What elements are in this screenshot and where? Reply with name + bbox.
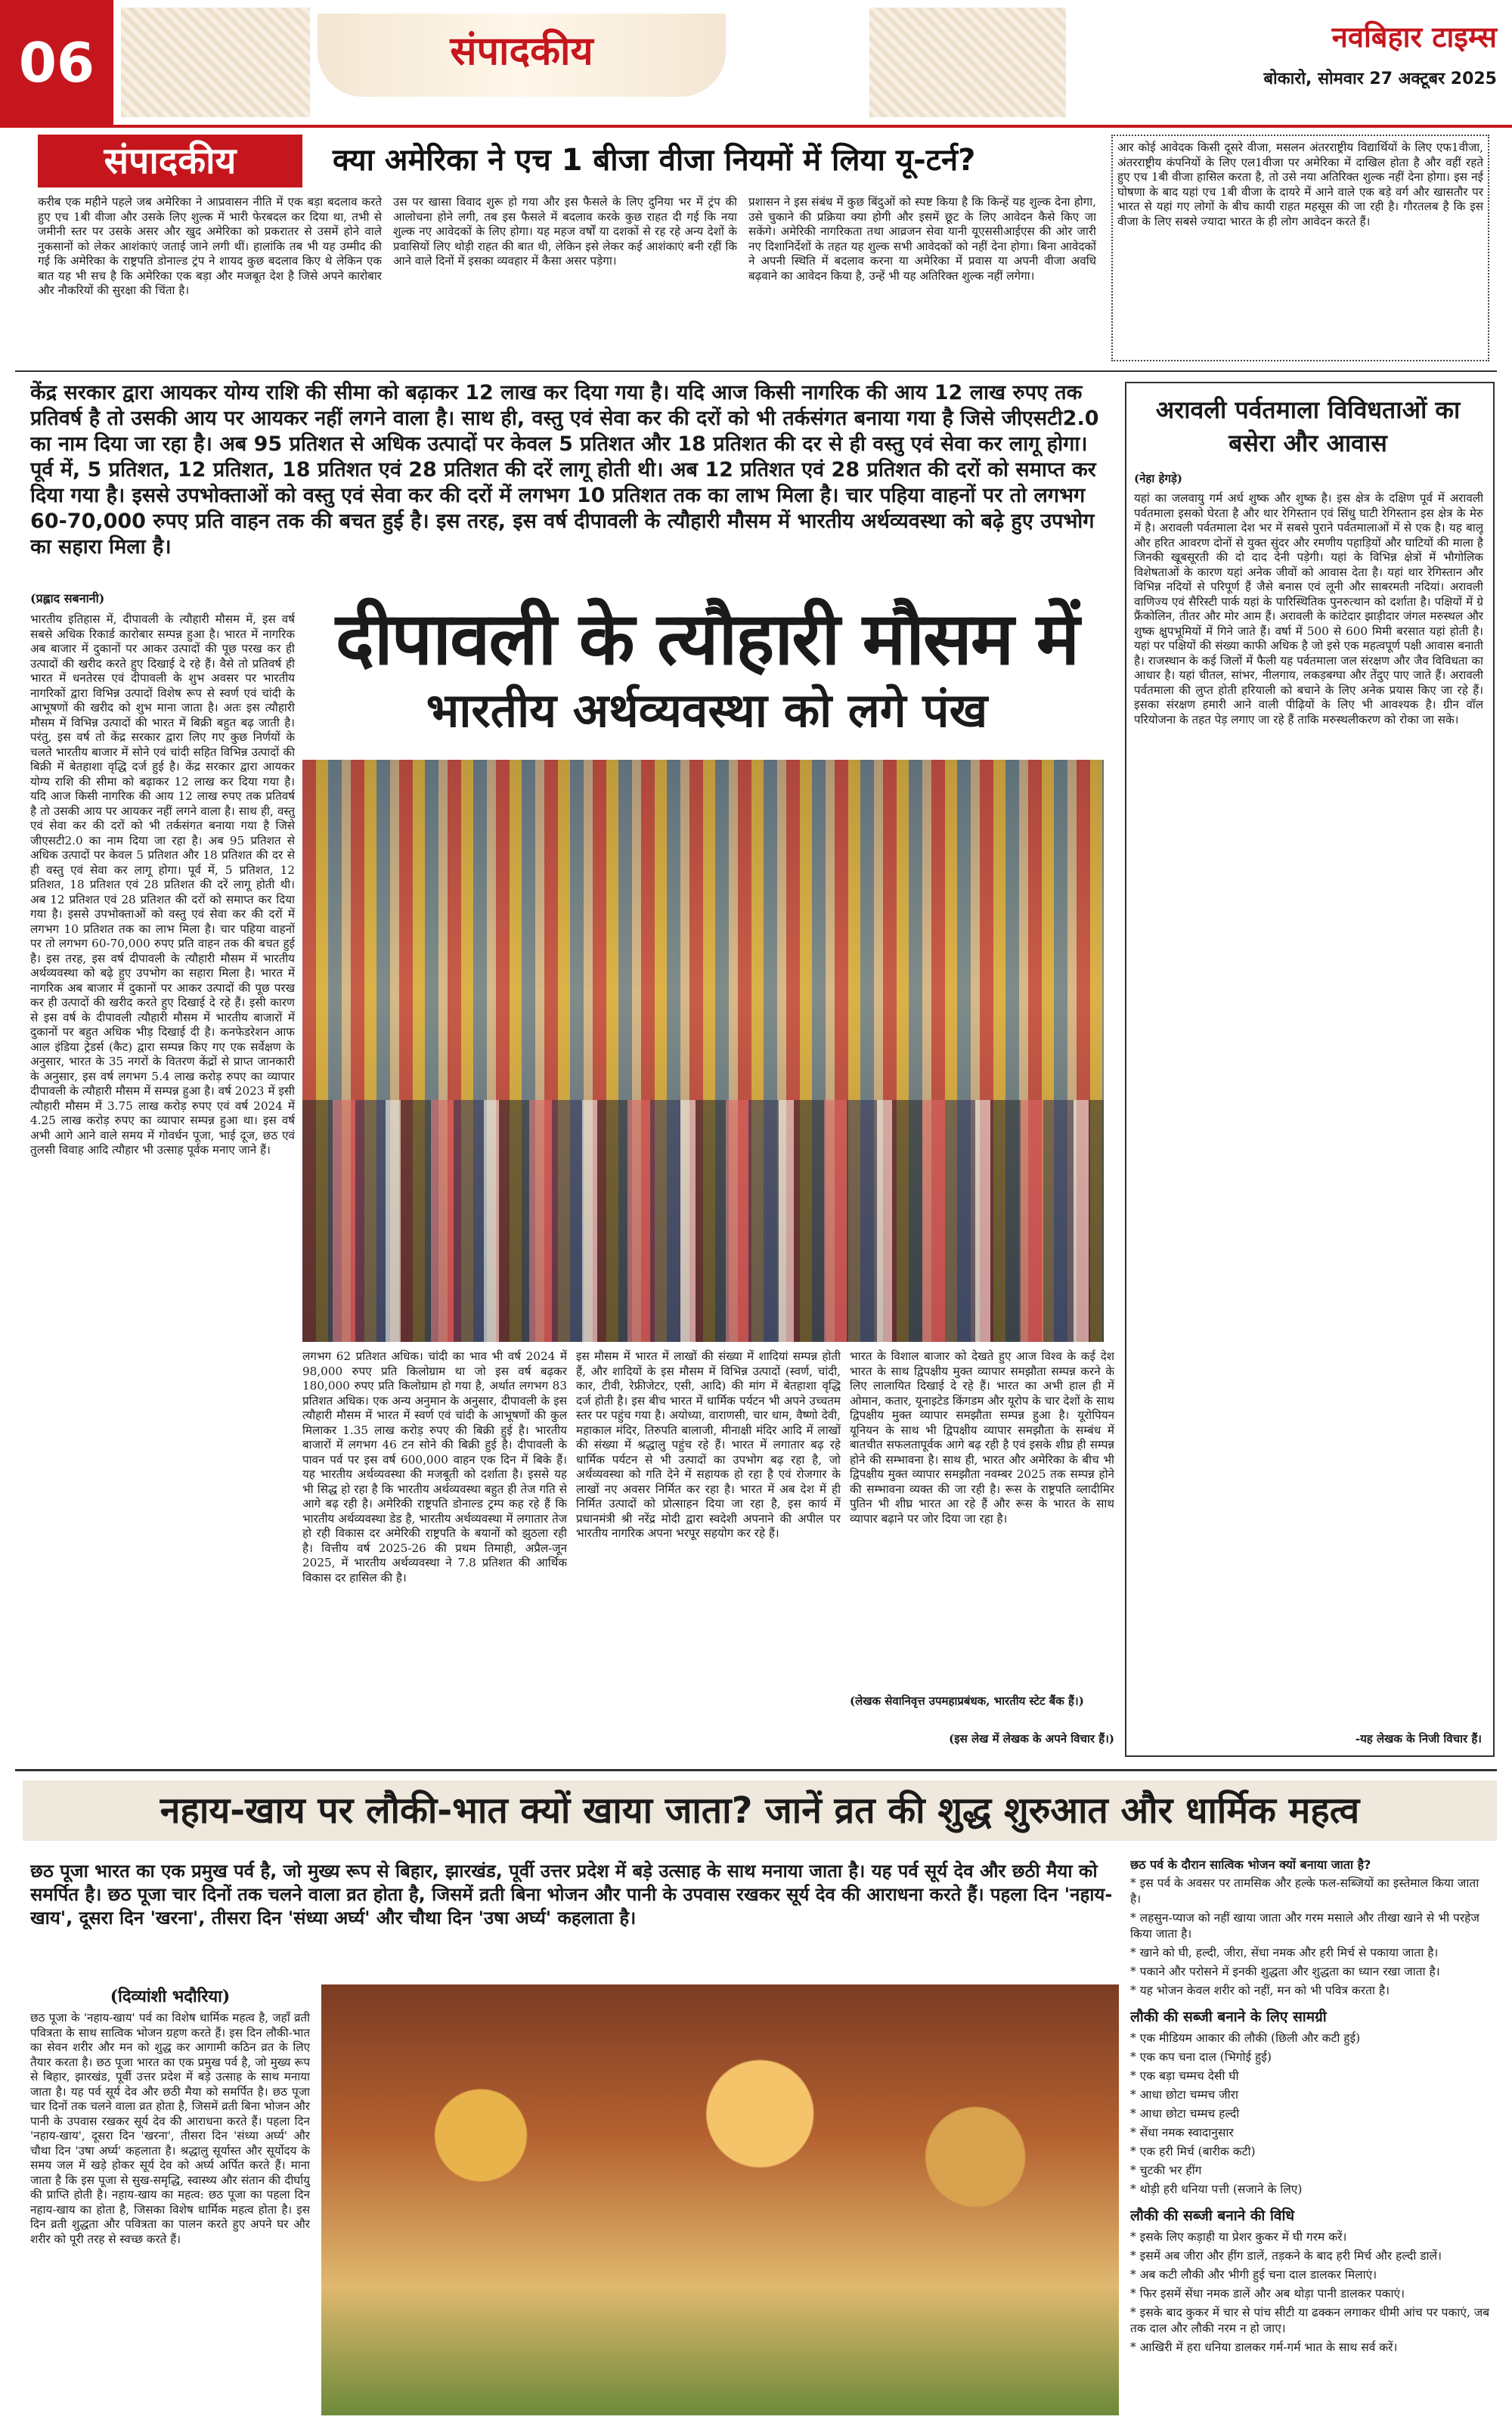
feature-byline: (प्रह्लाद सबनानी) (30, 591, 105, 606)
sidebar-body: यहां का जलवायु गर्म अर्ध शुष्क और शुष्क है। इस क्षेत्र के दक्षिण पूर्व में अरावली पर्वतमाला इसको घेरता है और थार रेगिस्तान एवं सिंधु घाटी रेगिस्तान इस क्षेत्र के मेरु में है। अरावली पर्वतमाला देश भर में सबसे पुराने पर्वतमालाओं में से एक है। यह बालू और हरित आवरण दोनों से युक्त सुंदर और रमणीय पहाड़ियों और घाटियों की माला है जिनकी खूबसूरती की दो दाद देनी पड़ेगी। यहां के विभिन्न क्षेत्रों में भौगोलिक विशेषताओं के कारण यहां अनेक जीवों को आवास देता है। यहां थार रेगिस्तान और विभिन्न नदियों से परिपूर्ण हैं जैसे बनास एवं लूनी और साबरमती नदियां। अरावली वाणिज्य एवं सैरिस्टी पार्क यहां के पारिस्थितिक पुनरुत्थान को दर्शाता है। पक्षियों में ग्रे फ्रैंकोलिन, तीतर और मोर आम हैं। अरावली के कांटेदार झाड़ीदार जंगल मरुस्थल और शुष्क क्षुपभूमियों में गिने जाते हैं। वर्षा में 500 से 600 मिमी बरसात यहां होती है। यहां पर पक्षियों की संख्या काफी अधिक है जो इसे एक महत्वपूर्ण पक्षी आवास बनाती है। राजस्थान के कई जिलों में फैली यह पर्वतमाला जल संरक्षण और जैव विविधता का आधार है। यहां चीतल, सांभर, नीलगाय, लकड़बग्घा और तेंदुए पाए जाते हैं। अरावली पर्वतमाला की लुप्त होती हरियाली को बचाने के लिए अनेक प्रयास किए जा रहे हैं। इसका संरक्षण हमारी आने वाली पीढ़ियों के लिए भी आवश्यक है। ग्रीन वॉल परियोजना के तहत पेड़ लगाए जा रहे हैं ताकि मरुस्थलीकरण को रोका जा सके। (1134, 491, 1483, 727)
list-item: * इस पर्व के अवसर पर तामसिक और हल्के फल-सब्जियों का इस्तेमाल किया जाता है। (1130, 1876, 1479, 1906)
list-item: * एक कप चना दाल (भिगोई हुई) (1130, 2050, 1272, 2064)
bottom-headline: नहाय-खाय पर लौकी-भात क्यों खाया जाता? जानें व्रत की शुद्ध शुरुआत और धार्मिक महत्व (23, 1780, 1497, 1841)
method-heading: लौकी की सब्जी बनाने की विधि (1130, 2207, 1295, 2224)
feature-disclaimer: (इस लेख में लेखक के अपने विचार हैं।) (949, 1732, 1114, 1746)
chhath-food-photo (321, 1984, 1119, 2415)
recipe-column (1130, 1856, 1493, 2423)
method-list (1130, 2229, 1493, 2356)
list-item: * चुटकी भर हींग (1130, 2164, 1202, 2177)
bottom-byline: (दिव्यांशी भदौरिया) (110, 1987, 231, 2006)
sidebar-title: अरावली पर्वतमाला विविधताओं का बसेरा और आवास (1155, 395, 1461, 457)
editorial-tag: संपादकीय (38, 135, 302, 187)
list-item: * अब कटी लौकी और भीगी हुई चना दाल डालकर मिलाएं। (1130, 2268, 1377, 2282)
list-item: * यह भोजन केवल शरीर को नहीं, मन को भी पवित्र करता है। (1130, 1984, 1390, 1997)
feature-headline-line2: भारतीय अर्थव्यवस्था को लगे पंख (426, 683, 988, 738)
header-artwork-right (869, 8, 1066, 117)
list-item: * सेंधा नमक स्वादानुसार (1130, 2126, 1234, 2139)
sidebar-note: -यह लेखक के निजी विचार हैं। (1355, 1732, 1482, 1746)
ingredients-heading: लौकी की सब्जी बनाने के लिए सामग्री (1130, 2009, 1327, 2025)
list-item: * एक मीडियम आकार की लौकी (छिली और कटी हुई) (1130, 2031, 1361, 2045)
section-title: संपादकीय (450, 29, 593, 74)
list-item: * लहसुन-प्याज को नहीं खाया जाता और गरम मसाले और तीखा खाने से भी परहेज किया जाता है। (1130, 1911, 1479, 1941)
bottom-column-1: छठ पूजा के 'नहाय-खाय' पर्व का विशेष धार्मिक महत्व है, जहाँ व्रती पवित्रता के साथ सात्विक भोजन ग्रहण करते हैं। इस दिन लौकी-भात का सेवन शरीर और मन को शुद्ध कर आगामी कठिन व्रत के लिए तैयार करता है। छठ पूजा भारत का एक प्रमुख पर्व है, जो मुख्य रूप से बिहार, झारखंड, पूर्वी उत्तर प्रदेश में बड़े उत्साह के साथ मनाया जाता है। यह पर्व सूर्य देव और छठी मैया को समर्पित है। छठ पूजा चार दिनों तक चलने वाला व्रत होता है, जिसमें व्रती बिना भोजन और पानी के उपवास रखकर सूर्य देव की आराधना करते हैं। पहला दिन 'नहाय-खाय', दूसरा दिन 'खरना', तीसरा दिन 'संध्या अर्घ्य' और चौथा दिन 'उषा अर्घ्य' कहलाता है। श्रद्धालु सूर्यास्त और सूर्योदय के समय जल में खड़े होकर सूर्य देव को अर्घ्य अर्पित करते हैं। माना जाता है कि इस पूजा से सुख-समृद्धि, स्वास्थ्य और संतान की दीर्घायु की प्राप्ति होती है। नहाय-खाय का महत्व: छठ पूजा का पहला दिन नहाय-खाय का होता है, जिसका विशेष धार्मिक महत्व होता है। इस दिन व्रती शुद्धता और पवित्रता का पालन करते हुए अपने घर और शरीर को पूरी तरह से स्वच्छ करते हैं। (30, 2011, 310, 2246)
list-item: * आखिरी में हरा धनिया डालकर गर्म-गर्म भात के साथ सर्व करें। (1130, 2341, 1398, 2354)
dateline: बोकारो, सोमवार 27 अक्टूबर 2025 (1263, 70, 1497, 88)
crowd-figure (302, 1100, 1104, 1342)
list-item: * खाने को घी, हल्दी, जीरा, सेंधा नमक और हरी मिर्च से पकाया जाता है। (1130, 1946, 1439, 1960)
feature-author-note: (लेखक सेवानिवृत्त उपमहाप्रबंधक, भारतीय स्टेट बैंक हैं।) (850, 1694, 1084, 1708)
list-item: * आधा छोटा चम्मच जीरा (1130, 2088, 1239, 2102)
editorial-column-2: उस पर खासा विवाद शुरू हो गया और इस फैसले के लिए दुनिया भर में ट्रंप की आलोचना होने लगी, तब इस फैसले में बदलाव करके कुछ राहत दी गई कि नया शुल्क नए आवेदकों के लिए होगा। यह महज वर्षों या दशकों से रह रहे अन्य देशों के प्रवासियों लिए थोड़ी राहत की बात थी, लेकिन इसे लेकर कई आशंकाएं बनी रहीं कि आने वाले दिनों में इसका व्यवहार में कैसा असर पड़ेगा। (393, 195, 737, 268)
feature-column-2: लगभग 62 प्रतिशत अधिक। चांदी का भाव भी वर्ष 2024 में 98,000 रुपए प्रति किलोग्राम था जो इस वर्ष बढ़कर 180,000 रुपए प्रति किलोग्राम हो गया है, अर्थात लगभग 83 प्रतिशत अधिक। एक अन्य अनुमान के अनुसार, दीपावली के इस त्यौहारी मौसम में भारत में स्वर्ण एवं चांदी के आभूषणों की कुल मिलाकर 1.35 लाख करोड़ रुपए की बिक्री हुई है। भारतीय बाजारों में लगभग 46 टन सोने की बिक्री हुई है। दीपावली के पावन पर्व पर इस वर्ष 600,000 वाहन एक दिन में बिके हैं। यह भारतीय अर्थव्यवस्था की मजबूती को दर्शाता है। इससे यह भी सिद्ध हो रहा है कि भारतीय अर्थव्यवस्था बहुत ही तेज गति से आगे बढ़ रही है। अमेरिकी राष्ट्रपति डोनाल्ड ट्रम्प कह रहे हैं कि भारतीय अर्थव्यवस्था डेड है, भारतीय अर्थव्यवस्था में लगातार तेज हो रही विकास दर अमेरिकी राष्ट्रपति के बयानों को झुठला रही है। वित्तीय वर्ष 2025-26 की प्रथम तिमाही, अप्रैल-जून 2025, में भारतीय अर्थव्यवस्था ने 7.8 प्रतिशत की आर्थिक विकास दर हासिल की है। (302, 1349, 567, 1585)
diwali-market-photo (302, 760, 1104, 1342)
bottom-intro-paragraph: छठ पूजा भारत का एक प्रमुख पर्व है, जो मुख्य रूप से बिहार, झारखंड, पूर्वी उत्तर प्रदेश में बड़े उत्साह के साथ मनाया जाता है। यह पर्व सूर्य देव और छठी मैया को समर्पित है। छठ पूजा चार दिनों तक चलने वाला व्रत होता है, जिसमें व्रती बिना भोजन और पानी के उपवास रखकर सूर्य देव की आराधना करते हैं। पहला दिन 'नहाय-खाय', दूसरा दिन 'खरना', तीसरा दिन 'संध्या अर्घ्य' और चौथा दिन 'उषा अर्घ्य' कहलाता है। (30, 1860, 1113, 1929)
list-item: * पकाने और परोसने में इनकी शुद्धता और शुद्धता का ध्यान रखा जाता है। (1130, 1965, 1440, 1978)
feature-column-1: भारतीय इतिहास में, दीपावली के त्यौहारी मौसम में, इस वर्ष सबसे अधिक रिकार्ड कारोबार सम्पन्न हुआ है। भारत में नागरिक अब बाजार में दुकानों पर आकर उत्पादों की पूछ परख कर ही उत्पादों की खरीद करते हुए दिखाई दे रहे हैं। वैसे तो प्रतिवर्ष ही भारत में धनतेरस एवं दीपावली के शुभ अवसर पर भारतीय नागरिकों द्वारा विभिन्न उत्पादों विशेष रूप से स्वर्ण एवं चांदी के आभूषणों की खरीद को शुभ माना जाता है। अतः इस त्यौहारी मौसम में विभिन्न उत्पादों की भारत में बिक्री बहुत बढ़ जाती है। परंतु, इस वर्ष तो केंद्र सरकार द्वारा लिए गए कुछ निर्णयों के चलते भारतीय बाजार में सोने एवं चांदी सहित विभिन्न उत्पादों की बिक्री में बेतहाशा वृद्धि दर्ज हुई है। केंद्र सरकार द्वारा आयकर योग्य राशि की सीमा को बढ़ाकर 12 लाख कर दिया गया है। यदि आज किसी नागरिक की आय 12 लाख रुपए तक प्रतिवर्ष है तो उसकी आय पर आयकर नहीं लगने वाला है। साथ ही, वस्तु एवं सेवा कर की दरों को भी तर्कसंगत बनाया गया है जिसे जीएसटी2.0 का नाम दिया जा रहा है। अब 95 प्रतिशत से अधिक उत्पादों पर केवल 5 प्रतिशत और 18 प्रतिशत की दर से ही वस्तु एवं सेवा कर लागू होगा। पूर्व में, 5 प्रतिशत, 12 प्रतिशत, 18 प्रतिशत एवं 28 प्रतिशत की दरें लागू होती थी। अब 12 प्रतिशत एवं 28 प्रतिशत की दरों को समाप्त कर दिया गया है। इससे उपभोक्ताओं को वस्तु एवं सेवा कर की दरों में लगभग 10 प्रतिशत तक का लाभ मिला है। चार पहिया वाहनों पर तो लगभग 60-70,000 रुपए प्रति वाहन तक की बचत हुई है। इस तरह, इस वर्ष दीपावली के त्यौहारी मौसम में भारतीय अर्थव्यवस्था को बढ़े हुए उपभोग का सहारा मिला है। भारत में नागरिक अब बाजार में दुकानों पर आकर उत्पादों की पूछ परख कर ही उत्पादों की खरीद करते हुए दिखाई दे रहे हैं। इसी कारण से इस वर्ष के दीपावली त्यौहारी मौसम में भारतीय बाजारों में दुकानों पर बहुत अधिक भीड़ दिखाई दी है। कनफेडरेशन आफ आल इंडिया ट्रेडर्स (कैट) द्वारा सम्पन्न किए गए एक सर्वेक्षण के अनुसार, भारत के 35 नगरों के वितरण केंद्रों से प्राप्त जानकारी के अनुसार, इस वर्ष लगभग 5.4 लाख करोड़ रुपए का व्यापार दीपावली के त्यौहारी मौसम में सम्पन्न हुआ है। वर्ष 2023 में इसी त्यौहारी मौसम में 3.75 लाख करोड़ रुपए एवं वर्ष 2024 में 4.25 लाख करोड़ रुपए का व्यापार सम्पन्न हुआ था। इस वर्ष अभी आगे आने वाले समय में गोवर्धन पूजा, भाई दूज, छठ एवं तुलसी विवाह आदि त्यौहार भी उत्साह पूर्वक मनाए जाने हैं। (30, 612, 295, 1157)
feature-column-4: भारत के विशाल बाजार को देखते हुए आज विश्व के कई देश भारत के साथ द्विपक्षीय मुक्त व्यापार समझौता सम्पन्न करने के लिए लालायित दिखाई दे रहे हैं। भारत का अभी हाल ही में ओमान, कतार, यूनाइटेड किंगडम और यूरोप के चार देशों के साथ द्विपक्षीय मुक्त व्यापार समझौता सम्पन्न हुआ है। यूरोपियन यूनियन के साथ भी द्विपक्षीय व्यापार समझौता के सम्बंध में बातचीत सफलतापूर्वक आगे बढ़ रही है एवं इसके शीघ्र ही सम्पन्न होने की सम्भावना है। साथ ही, भारत और अमेरिका के बीच भी द्विपक्षीय मुक्त व्यापार समझौता नवम्बर 2025 तक सम्पन्न होने की सम्भावना व्यक्त की जा रही है। रूस के राष्ट्रपति व्लादीमिर पुतिन भी शीघ्र भारत आ रहे हैं और रूस के भारत के साथ व्यापार बढ़ाने पर जोर दिया जा रहा है। (850, 1349, 1114, 1526)
sidebar-byline: (नेहा हेगड़े) (1134, 472, 1183, 485)
feature-column-3: इस मौसम में भारत में लाखों की संख्या में शादियां सम्पन्न होती हैं, और शादियों के इस मौसम में विभिन्न उत्पादों (स्वर्ण, चांदी, कार, टीवी, रेफ्रीजेटर, एसी, आदि) की मांग में बेतहाशा वृद्धि दर्ज होती है। इस बीच भारत में धार्मिक पर्यटन भी अपने उच्चतम स्तर पर पहुंच गया है। अयोध्या, वाराणसी, चार धाम, वैष्णो देवी, महाकाल मंदिर, तिरुपति बालाजी, मीनाक्षी मंदिर आदि में लाखों की संख्या में श्रद्धालु पहुंच रहे हैं। भारत में लगातार बढ़ रहे धार्मिक पर्यटन से भी उत्पादों का उपभोग बढ़ रहा है, जो अर्थव्यवस्था को गति देने में सहायक हो रहा है एवं रोजगार के लाखों नए अवसर निर्मित कर रहा है। भारत में अब देश में ही निर्मित उत्पादों को प्रोत्साहन दिया जा रहा है, इस कार्य में प्रधानमंत्री श्री नरेंद्र मोदी द्वारा स्वदेशी अपनाने की अपील पर भारतीय नागरिक अपना भरपूर सहयोग कर रहे हैं। (576, 1349, 841, 1540)
page-number: 06 (0, 0, 113, 125)
list-item: * एक बड़ा चम्मच देसी घी (1130, 2069, 1239, 2083)
editorial-headline: क्या अमेरिका ने एच 1 बीजा वीजा नियमों में लिया यू-टर्न? (333, 143, 976, 178)
list-item: * आधा छोटा चम्मच हल्दी (1130, 2107, 1240, 2121)
feature-headline-line1: दीपावली के त्यौहारी मौसम में (335, 596, 1079, 681)
editorial-divider (15, 370, 1497, 372)
list-item: * एक हरी मिर्च (बारीक कटी) (1130, 2145, 1256, 2158)
list-item: * थोड़ी हरी धनिया पत्ती (सजाने के लिए) (1130, 2183, 1303, 2196)
bottom-section-divider (15, 1769, 1497, 1771)
ingredients-list (1130, 2031, 1493, 2198)
recipe-question: छठ पर्व के दौरान सात्विक भोजन क्यों बनाया जाता है? (1130, 1857, 1371, 1872)
page-header (0, 0, 1512, 129)
satvik-list (1130, 1876, 1493, 1999)
header-artwork-left (121, 8, 310, 117)
editorial-column-3: प्रशासन ने इस संबंध में कुछ बिंदुओं को स्पष्ट किया है कि किन्हें यह शुल्क देना होगा, उसे चुकाने की प्रक्रिया क्या होगी और इसमें छूट के लिए आवेदन कैसे किए जा सकेंगे। अमेरिकी नागरिकता तथा आव्रजन सेवा यानी यूएससीआईएस की ओर जारी नए दिशानिर्देशों के तहत यह शुल्क सभी आवेदकों को नहीं देना होगा। बिना आवेदकों ने अपनी स्थिति में बदलाव करना या अमेरिका में प्रवास या अपनी वीजा अवधि बढ़वाने का आवेदन किया है, उन्हें भी यह अतिरिक्त शुल्क नहीं लगेगा। (748, 195, 1096, 283)
list-item: * इसके बाद कुकर में चार से पांच सीटी या ढक्कन लगाकर धीमी आंच पर पकाएं, जब तक दाल और लौकी नरम न हो जाए। (1130, 2306, 1490, 2335)
header-divider (0, 125, 1512, 128)
editorial-column-4: आर कोई आवेदक किसी दूसरे वीजा, मसलन अंतरराष्ट्रीय विद्यार्थियों के लिए एफ1वीजा, अंतरराष्ट्रीय कंपनियों के लिए एल1वीजा पर अमेरिका में दाखिल होता है और वहीं रहते हुए एच 1बी वीजा हासिल करता है, तो उसे नया अतिरिक्त शुल्क नहीं देना होगा। इस नई घोषणा के बाद यहां एच 1बी वीजा के दायरे में आने वाले एक बड़े वर्ग और खासतौर पर भारत से यहां गए लोगों के बीच कायी राहत महसूस की जा रही है। गौरतलब है कि इस वीजा के लिए सबसे ज्यादा भारत के ही लोग आवेदन करते हैं। (1111, 135, 1489, 361)
editorial-column-1: करीब एक महीने पहले जब अमेरिका ने आप्रवासन नीति में एक बड़ा बदलाव करते हुए एच 1बी वीजा और उसके लिए शुल्क में भारी फेरबदल कर दिया था, तभी से जमीनी स्तर पर उसके असर और खुद अमेरिका को प्रकरातर से उसमें होने वाले नुकसानों को लेकर आशंकाएं जताई जाने लगी थीं। हालांकि तब भी यह उम्मीद की गई कि अमेरिका के राष्ट्रपति डोनाल्ड ट्रंप ने शायद कुछ बदलाव किए थे लेकिन एक बात यह भी सच है कि अमेरिका एक बड़ा और मजबूत देश है जिसे अपने कारोबार और नौकरियों की सुरक्षा की चिंता है। (38, 195, 382, 297)
masthead-logo: नवबिहार टाइम्स (1331, 20, 1497, 54)
list-item: * इसमें अब जीरा और हींग डालें, तड़कने के बाद हरी मिर्च और हल्दी डालें। (1130, 2249, 1442, 2263)
feature-intro-paragraph: केंद्र सरकार द्वारा आयकर योग्य राशि की सीमा को बढ़ाकर 12 लाख कर दिया गया है। यदि आज किसी नागरिक की आय 12 लाख रुपए तक प्रतिवर्ष है तो उसकी आय पर आयकर नहीं लगने वाला है। साथ ही, वस्तु एवं सेवा कर की दरों को भी तर्कसंगत बनाया गया है जिसे जीएसटी2.0 का नाम दिया जा रहा है। अब 95 प्रतिशत से अधिक उत्पादों पर केवल 5 प्रतिशत और 18 प्रतिशत की दर से ही वस्तु एवं सेवा कर लागू होगा। पूर्व में, 5 प्रतिशत, 12 प्रतिशत, 18 प्रतिशत एवं 28 प्रतिशत की दरें लागू होती थी। अब 12 प्रतिशत एवं 28 प्रतिशत की दरों को समाप्त कर दिया गया है। इससे उपभोक्ताओं को वस्तु एवं सेवा कर की दरों में लगभग 10 प्रतिशत तक का लाभ मिला है। चार पहिया वाहनों पर तो लगभग 60-70,000 रुपए प्रति वाहन तक की बचत हुई है। इस तरह, इस वर्ष दीपावली के त्यौहारी मौसम में भारतीय अर्थव्यवस्था को बढ़े हुए उपभोग का सहारा मिला है। (30, 381, 1099, 559)
list-item: * इसके लिए कड़ाही या प्रेशर कुकर में घी गरम करें। (1130, 2230, 1347, 2244)
list-item: * फिर इसमें सेंधा नमक डालें और अब थोड़ा पानी डालकर पकाएं। (1130, 2287, 1405, 2300)
